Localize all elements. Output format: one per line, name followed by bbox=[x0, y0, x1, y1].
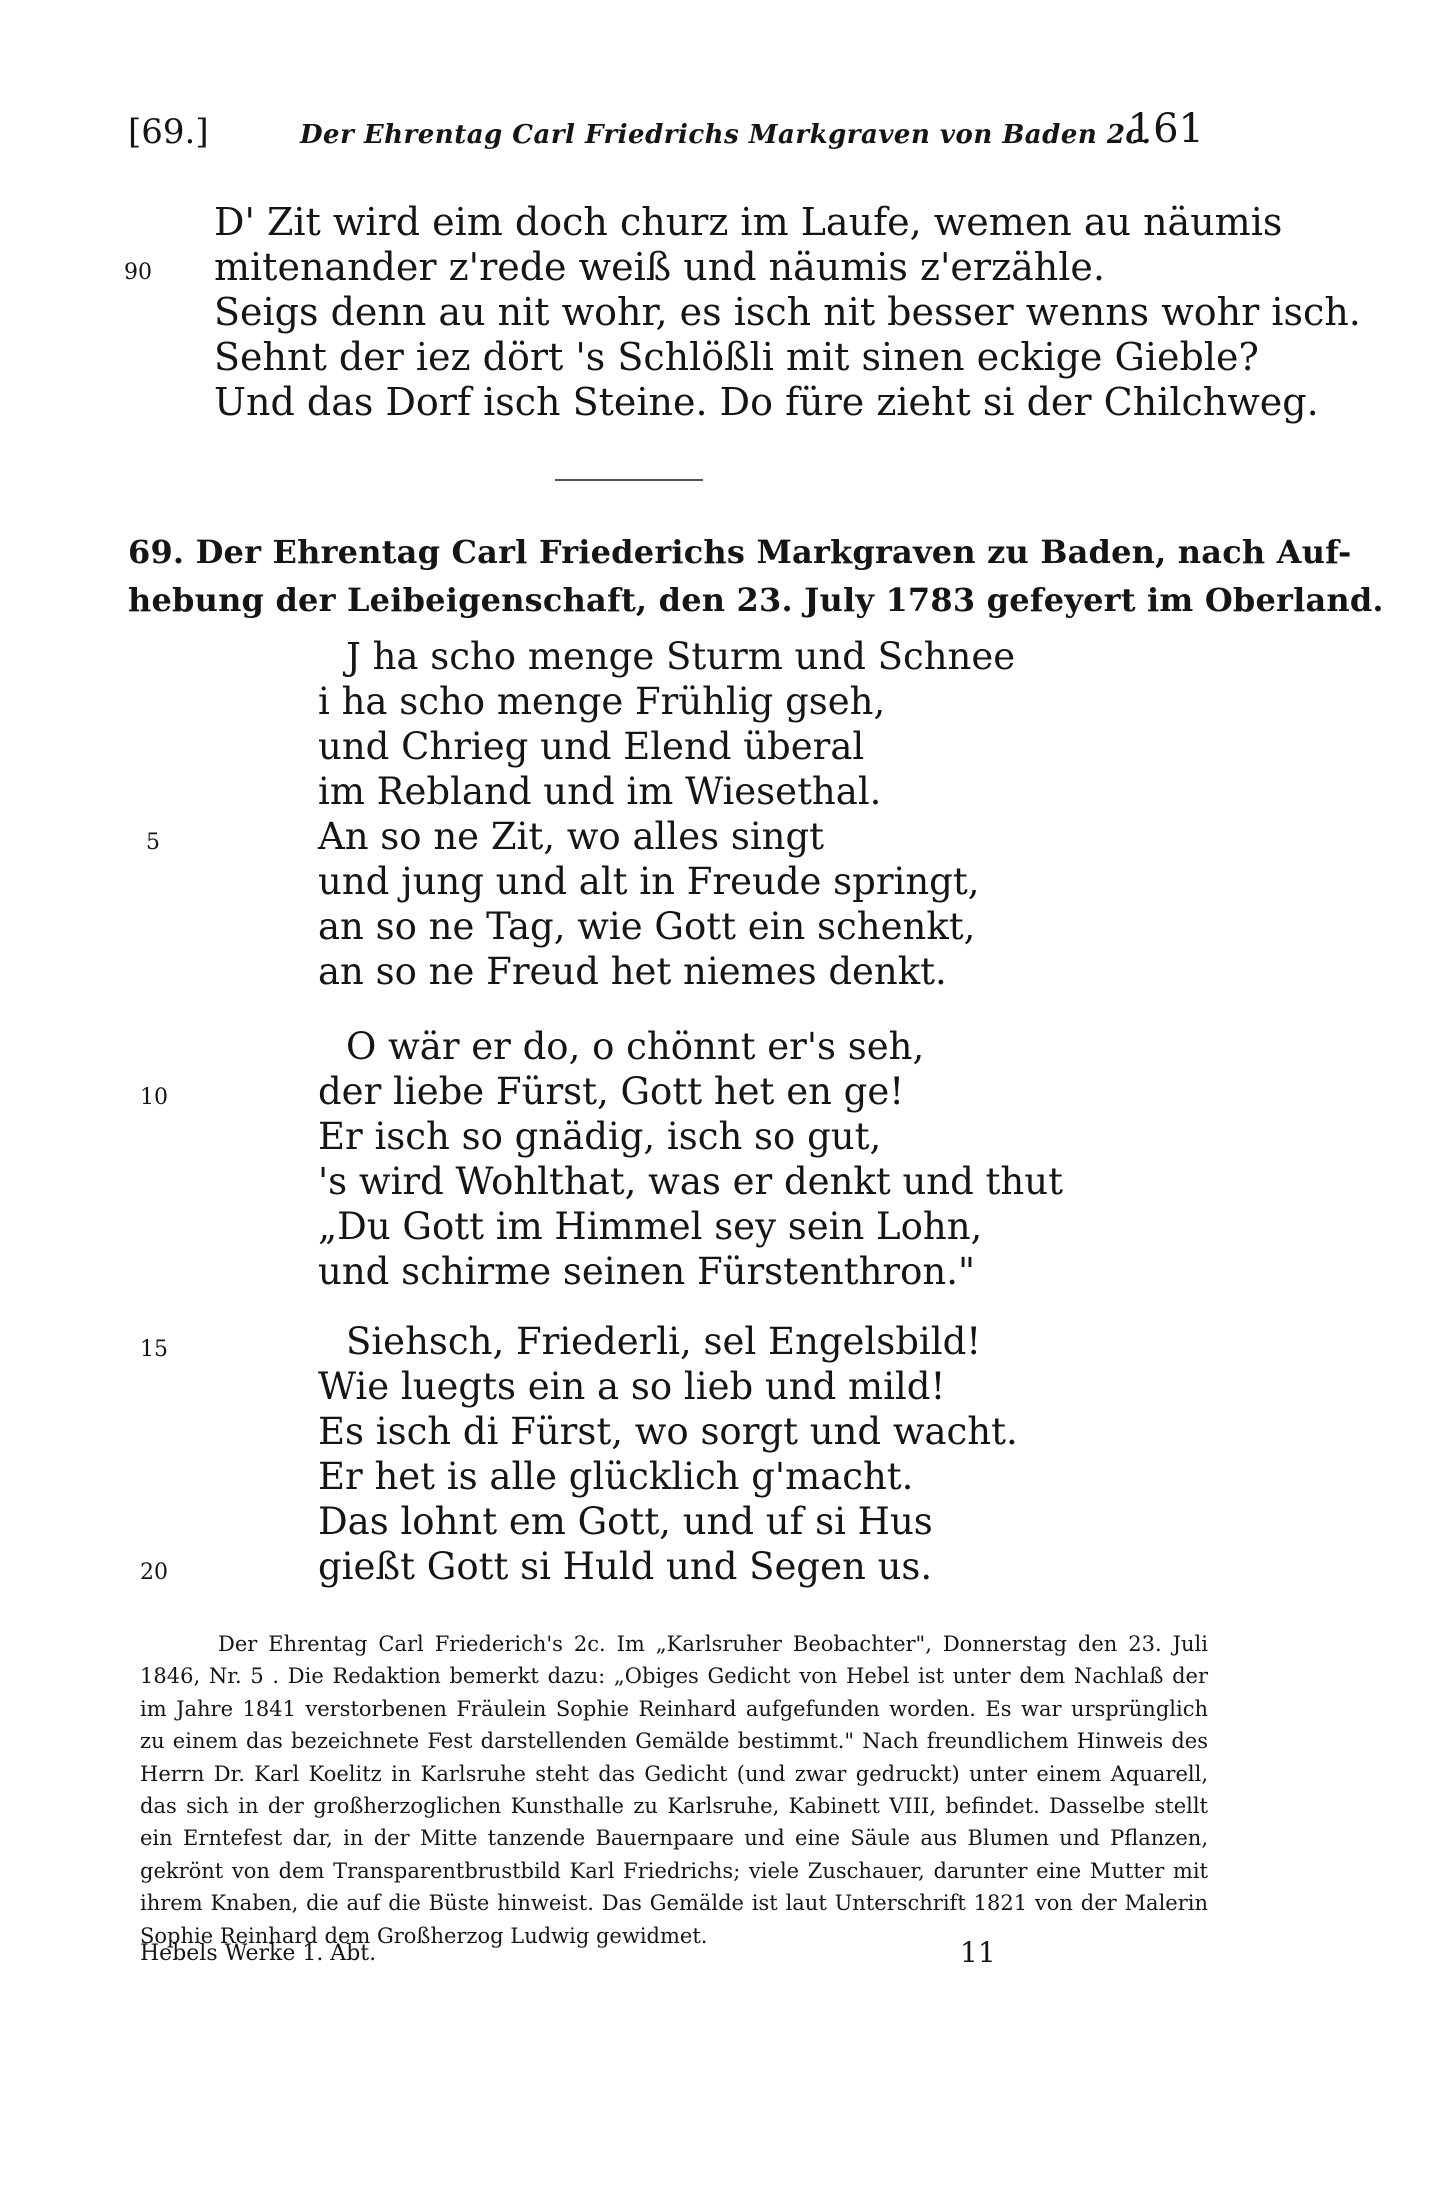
footnote bbox=[140, 1628, 1208, 1952]
poem-line: O wär er do, o chönnt er's seh, bbox=[346, 1025, 925, 1068]
poem-line: i ha scho menge Frühlig gseh, bbox=[318, 680, 886, 723]
poem-line: Wie luegts ein a so lieb und mild! bbox=[318, 1365, 946, 1408]
footnote-text: Der Ehrentag Carl Friederich's 2c. Im „Karlsruher Beobachter", Donnerstag den 23. Juli 1846, Nr. 5 . Die Redaktion bemerkt dazu: „Obiges Gedicht von Hebel ist unter dem Nachlaß der im Jahre 1841 verstorbenen Fräulein Sophie Reinhard aufgefunden worden. Es war ursprünglich zu einem das bezeichnete Fest darstellenden Gemälde bestimmt." Nach freundlichem Hinweis des Herrn Dr. Karl Koelitz in Karlsruhe steht das Gedicht (und zwar gedruckt) unter einem Aquarell, das sich in der großherzoglichen Kunsthalle zu Karlsruhe, Kabinett VIII, befindet. Dasselbe stellt ein Erntefest dar, in der Mitte tanzende Bauernpaare und eine Säule aus Blumen und Pflanzen, gekrönt von dem Transparentbrustbild Karl Friedrichs; viele Zuschauer, darunter eine Mutter mit ihrem Knaben, die auf die Büste hinweist. Das Gemälde ist laut Unterschrift 1821 von der Malerin Sophie Reinhard dem Großherzog Ludwig gewidmet. bbox=[140, 1632, 1208, 1948]
poem-line: J ha scho menge Sturm und Schnee bbox=[346, 635, 1016, 678]
line-number: 90 bbox=[124, 260, 152, 285]
poem-heading-line: 69. Der Ehrentag Carl Friederichs Markgraven zu Baden, nach Auf- bbox=[128, 533, 1352, 571]
page-number: 161 bbox=[1127, 106, 1204, 152]
poem-line: Siehsch, Friederli, sel Engelsbild! bbox=[346, 1320, 982, 1363]
section-separator bbox=[555, 479, 703, 481]
prev-poem-line: Und das Dorf isch Steine. Do füre zieht si der Chilchweg. bbox=[214, 380, 1319, 424]
prev-poem-line: D' Zit wird eim doch churz im Laufe, wemen au näumis bbox=[214, 200, 1283, 244]
header-bracket: [69.] bbox=[128, 112, 209, 152]
line-number: 10 bbox=[140, 1085, 168, 1110]
poem-line: der liebe Fürst, Gott het en ge! bbox=[318, 1070, 905, 1113]
poem-line: und Chrieg und Elend überal bbox=[318, 725, 865, 768]
poem-line: Es isch di Fürst, wo sorgt und wacht. bbox=[318, 1410, 1018, 1453]
prev-poem-line: Sehnt der iez dört 's Schlößli mit sinen eckige Gieble? bbox=[214, 335, 1259, 379]
poem-line: an so ne Tag, wie Gott ein schenkt, bbox=[318, 905, 976, 948]
poem-line: an so ne Freud het niemes denkt. bbox=[318, 950, 947, 993]
poem-line: gießt Gott si Huld und Segen us. bbox=[318, 1545, 933, 1588]
poem-line: und jung und alt in Freude springt, bbox=[318, 860, 980, 903]
sheet-number: 11 bbox=[960, 1936, 996, 1969]
poem-line: 's wird Wohlthat, was er denkt und thut bbox=[318, 1160, 1063, 1203]
poem-line: Das lohnt em Gott, und uf si Hus bbox=[318, 1500, 933, 1543]
line-number: 20 bbox=[140, 1560, 168, 1585]
poem-line: Er het is alle glücklich g'macht. bbox=[318, 1455, 914, 1498]
poem-heading-line: hebung der Leibeigenschaft, den 23. July 1783 gefeyert im Oberland. bbox=[128, 581, 1384, 619]
prev-poem-line: mitenander z'rede weiß und näumis z'erzähle. bbox=[214, 245, 1105, 289]
poem-line: „Du Gott im Himmel sey sein Lohn, bbox=[318, 1205, 983, 1248]
poem-heading bbox=[128, 528, 1384, 624]
prev-poem-line: Seigs denn au nit wohr, es isch nit besser wenns wohr isch. bbox=[214, 290, 1361, 334]
poem-line: und schirme seinen Fürstenthron." bbox=[318, 1250, 975, 1293]
sheet-signature: Hebels Werke 1. Abt. bbox=[140, 1941, 377, 1966]
poem-line: Er isch so gnädig, isch so gut, bbox=[318, 1115, 882, 1158]
running-title: Der Ehrentag Carl Friedrichs Markgraven von Baden 2c. bbox=[300, 120, 1152, 150]
line-number: 5 bbox=[146, 830, 160, 855]
line-number: 15 bbox=[140, 1337, 168, 1362]
poem-line: im Rebland und im Wiesethal. bbox=[318, 770, 882, 813]
poem-line: An so ne Zit, wo alles singt bbox=[318, 815, 825, 858]
